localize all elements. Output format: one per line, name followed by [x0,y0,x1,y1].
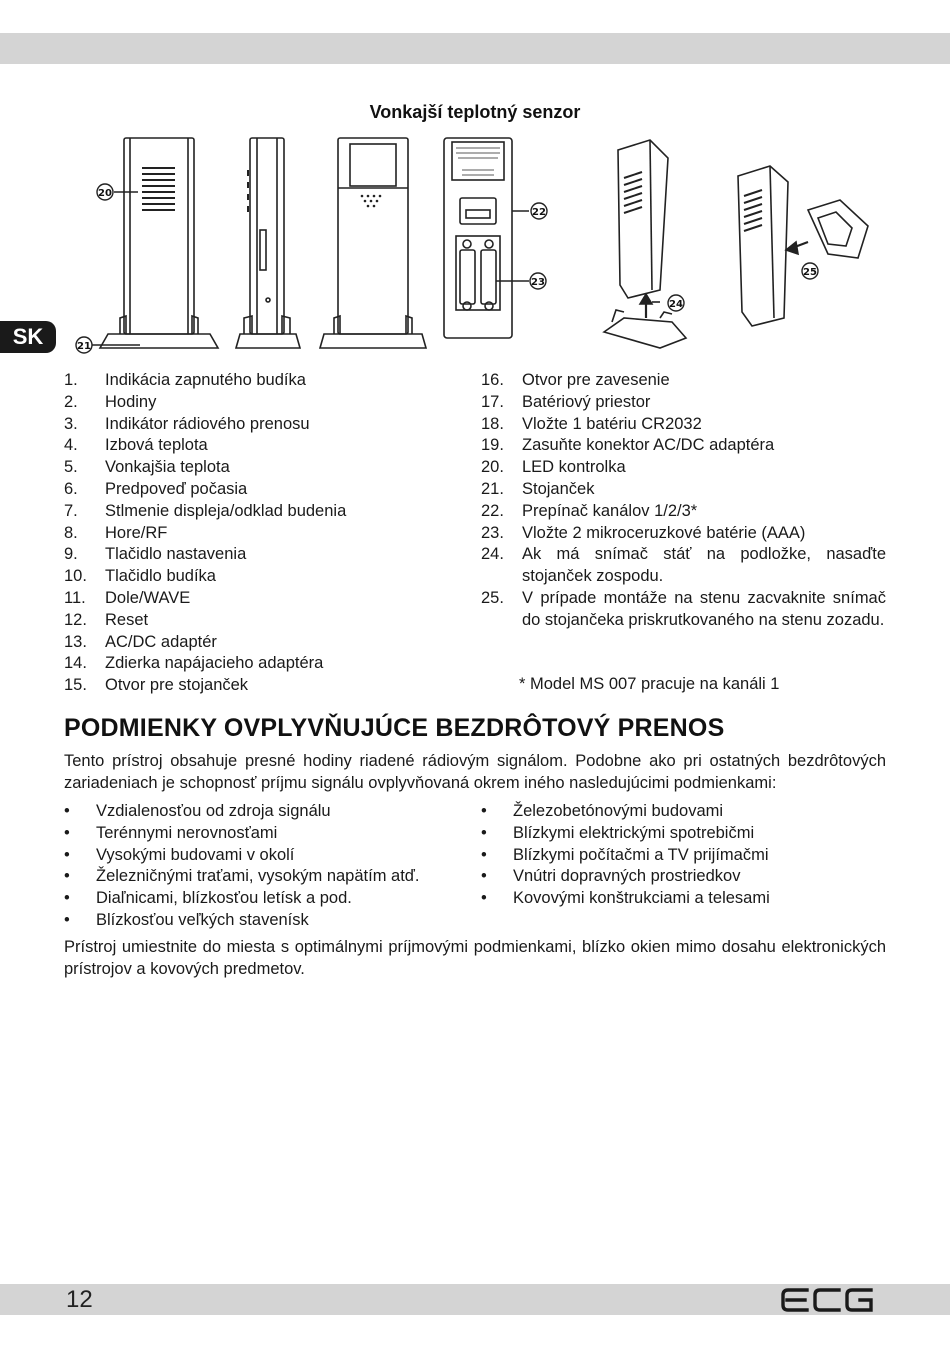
ecg-logo [780,1287,876,1313]
svg-text:24: 24 [669,299,683,310]
list-item: • Blízkosťou veľkých stavenísk [64,910,464,932]
list-item: • Blízkymi počítačmi a TV prijímačmi [481,845,881,867]
parts-list-left [64,370,444,697]
svg-text:22: 22 [532,207,546,218]
sensor-on-stand-view [604,140,686,348]
list-item: • Vysokými budovami v okolí [64,845,464,867]
list-item: • Vnútri dopravných prostriedkov [481,866,881,888]
list-item: 8. Hore/RF [64,523,168,542]
list-item: • Terénnymi nerovnosťami [64,823,464,845]
list-item: 19. Zasuňte konektor AC/DC adaptéra [481,436,775,455]
battery-compartment-view [444,138,529,338]
list-item: 13. AC/DC adaptér [64,632,217,651]
svg-text:20: 20 [98,188,112,199]
language-tab: SK [0,321,56,353]
callout-22 [531,203,547,219]
sensor-side-view [236,138,300,348]
conditions-list-left [64,801,464,932]
sensor-back-view [320,138,426,348]
callout-24 [668,295,684,311]
list-item: • Železobetónovými budovami [481,801,881,823]
sensor-front-view [100,138,218,348]
list-item: 17. Batériový priestor [481,392,651,411]
callout-25 [802,263,818,279]
list-item: 10. Tlačidlo budíka [64,567,216,586]
conditions-list-right [481,801,881,910]
channel-footnote: * Model MS 007 pracuje na kanáli 1 [519,675,780,693]
list-item: 1. Indikácia zapnutého budíka [64,371,306,389]
list-item: 3. Indikátor rádiového prenosu [64,414,310,433]
page-number: 12 [66,1286,93,1313]
section-heading: PODMIENKY OVPLYVŇUJÚCE BEZDRÔTOVÝ PRENOS [64,714,725,742]
callout-20 [97,184,113,200]
list-item: • Vzdialenosťou od zdroja signálu [64,801,464,823]
figure-title: Vonkajší teplotný senzor [369,102,581,122]
list-item: 21. Stojanček [481,479,595,498]
svg-text:23: 23 [531,277,545,288]
list-item: 12. Reset [64,610,149,629]
placement-paragraph: Prístroj umiestnite do miesta s optimálnymi príjmovými podmienkami, blízko okien mimo dosahu elektronických prístrojov a kovových predmetov. [64,938,886,978]
list-item: 6. Predpoveď počasia [64,479,248,498]
list-item: • Kovovými konštrukciami a telesami [481,888,881,910]
list-item: 11. Dole/WAVE [64,588,191,607]
list-item: • Železničnými traťami, vysokým napätím atď. [64,866,464,888]
list-item: 7. Stlmenie displeja/odklad budenia [64,501,347,520]
svg-text:21: 21 [77,341,91,352]
parts-list-right [481,370,886,632]
intro-paragraph: Tento prístroj obsahuje presné hodiny riadené rádiovým signálom. Podobne ako pri ostatných bezdrôtových zariadeniach je schopnosť príjmu signálu ovplyvňovaná okrem iného nasledujúcimi podmienkami: [64,752,886,792]
svg-text:25: 25 [803,267,817,278]
list-item: 25. V prípade montáže na stenu zacvaknite snímač do stojančeka priskrutkovaného na stenu zozadu. [481,588,886,629]
list-item: 9. Tlačidlo nastavenia [64,545,247,564]
callout-21 [76,337,92,353]
list-item: 24. Ak má snímač stáť na podložke, nasaďte stojanček zospodu. [481,545,886,586]
list-item: 14. Zdierka napájacieho adaptéra [64,654,324,673]
list-item: 5. Vonkajšia teplota [64,458,230,477]
sensor-illustrations [60,128,880,356]
sensor-wall-mount-view [738,166,868,326]
list-item: • Diaľnicami, blízkosťou letísk a pod. [64,888,464,910]
list-item: 20. LED kontrolka [481,458,626,477]
list-item: 23. Vložte 2 mikroceruzkové batérie (AAA) [481,523,806,542]
list-item: 22. Prepínač kanálov 1/2/3* [481,501,698,520]
list-item: • Blízkymi elektrickými spotrebičmi [481,823,881,845]
header-band [0,33,950,64]
list-item: 4. Izbová teplota [64,436,208,455]
list-item: 2. Hodiny [64,392,157,411]
list-item: 15. Otvor pre stojanček [64,676,249,695]
list-item: 18. Vložte 1 batériu CR2032 [481,414,702,433]
list-item: 16. Otvor pre zavesenie [481,371,670,389]
callout-23 [530,273,546,289]
